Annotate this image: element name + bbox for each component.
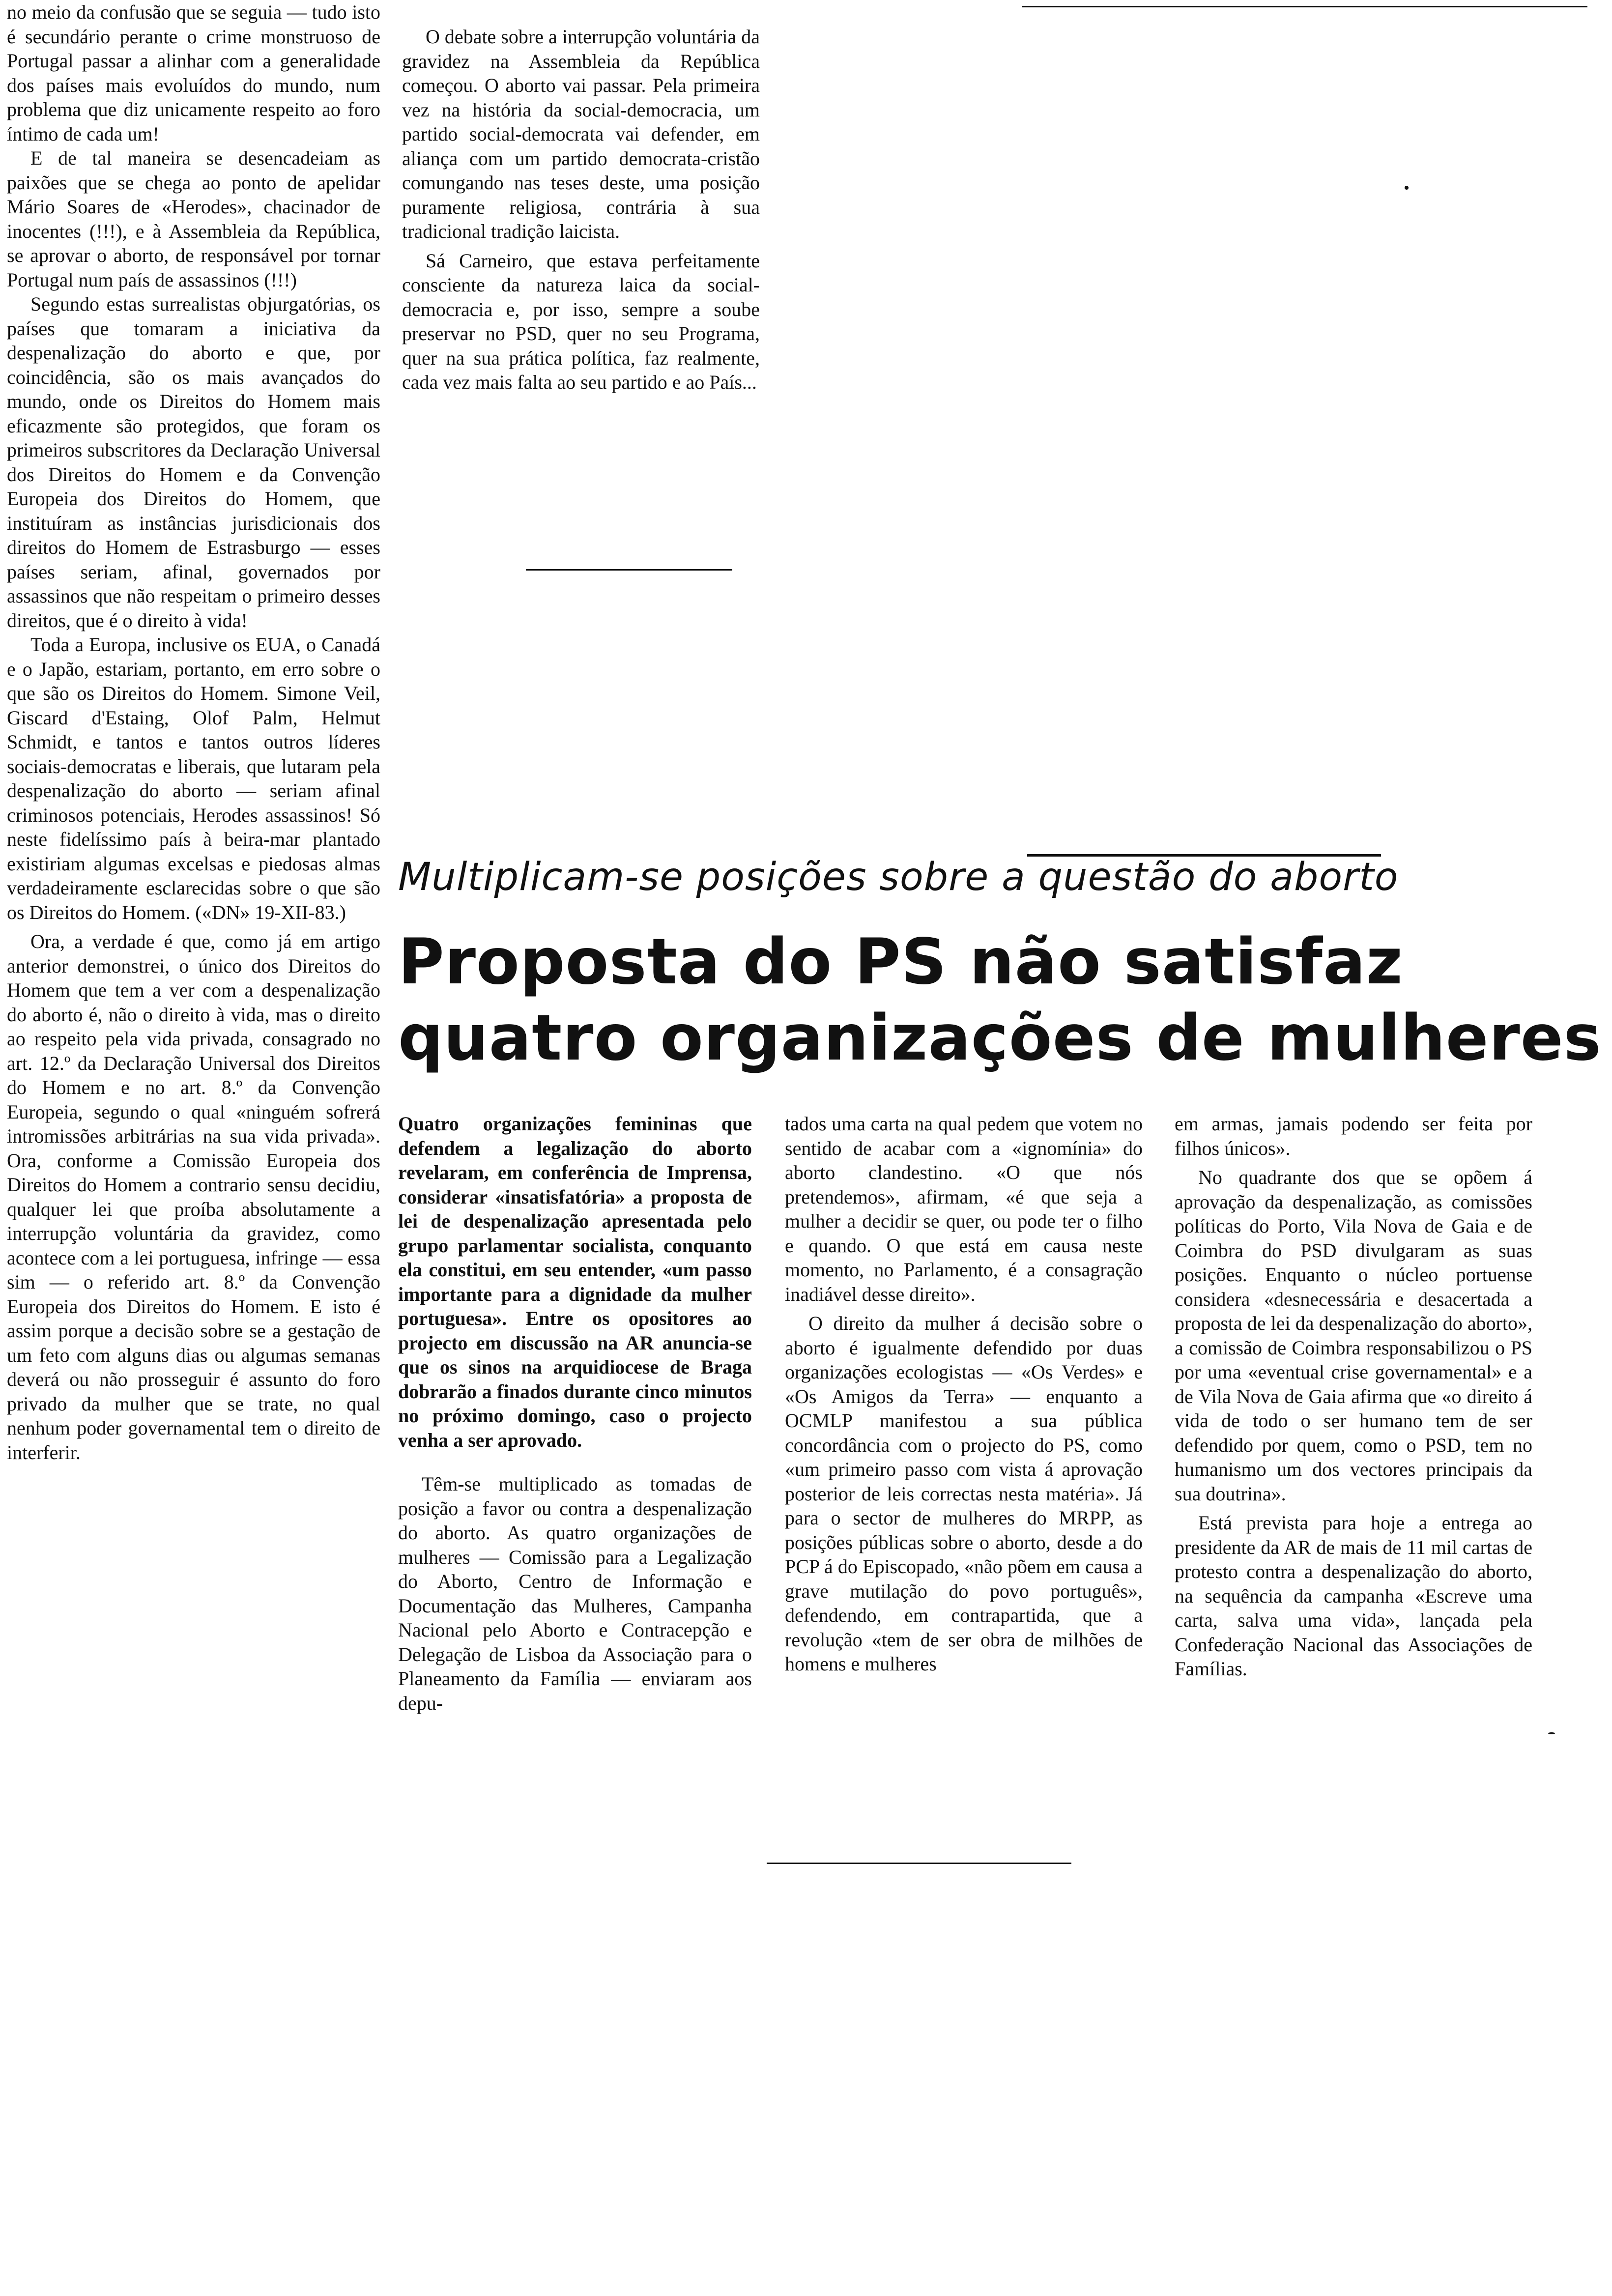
article-column-3: [1175, 1112, 1532, 1681]
opinion-paragraph: Segundo estas surrealistas objurgatórias, os países que tomaram a iniciativa da despenalização do aborto e que, por coincidência, são os mais avançados do mundo, onde os Direitos do Homem mais eficazmente são protegidos, que foram os primeiros subscritores da Declaração Universal dos Direitos do Homem e da Convenção Europeia dos Direitos do Homem, que instituíram as instâncias jurisdicionais dos direitos do Homem de Estrasburgo — esses países seriam, afinal, governados por assassinos que não respeitam o primeiro desses direitos, que é o direito à vida!: [7, 293, 380, 631]
opinion-column-left: [7, 0, 380, 1464]
headline-line-1: Proposta do PS não satisfaz: [398, 925, 1403, 999]
article-end-rule: [767, 1863, 1071, 1864]
article-paragraph: em armas, jamais podendo ser feita por filhos únicos».: [1175, 1113, 1532, 1159]
article-kicker: Multiplicam-se posições sobre a questão do aborto: [398, 855, 1399, 899]
article-headline: [398, 924, 1602, 1076]
opinion-paragraph: Toda a Europa, inclusive os EUA, o Canadá e o Japão, estariam, portanto, em erro sobre o que são os Direitos do Homem. Simone Veil, Giscard d'Estaing, Olof Palm, Helmut Schmidt, e tantos e tantos outros líderes sociais-democratas e liberais, que lutaram pela despenalização do aborto — seriam afinal criminosos potenciais, Herodes assassinos! Só neste fidelíssimo país à beira-mar plantado existiriam algumas excelsas e piedosas almas verdadeiramente esclarecidas sobre o que são os Direitos do Homem. («DN» 19-XII-83.): [7, 633, 380, 923]
speck: [1405, 186, 1409, 190]
headline-line-2: quatro organizações de mulheres: [398, 1002, 1602, 1075]
article-paragraph: Está prevista para hoje a entrega ao presidente da AR de mais de 11 mil cartas de protesto contra a despenalização do aborto, na sequência da campanha «Escreve uma carta, salva uma vida», lançada pela Confederação Nacional das Associações de Famílias.: [1175, 1512, 1532, 1680]
article-paragraph: O direito da mulher á decisão sobre o aborto é igualmente defendido por duas organizações ecologistas — «Os Verdes» e «Os Amigos da Terra» — enquanto a OCMLP manifestou a sua pública concordância com o projecto do PS, como «um primeiro passo com vista á aprovação posterior de leis correctas nesta matéria». Já para o sector de mulheres do MRPP, as posições públicas sobre o aborto, desde a do PCP á do Episcopado, «não põem em causa a grave mutilação do povo português», defendendo, em contrapartida, que a revolução «tem de ser obra de milhões de homens e mulheres: [785, 1312, 1143, 1675]
opinion-paragraph: no meio da confusão que se seguia — tudo isto é secundário perante o crime monstruoso de Portugal passar a alinhar com a generalidade dos países mais evoluídos do mundo, num problema que diz unicamente respeito ao foro íntimo de cada um!: [7, 1, 380, 145]
top-right-rule: [1022, 6, 1587, 7]
column-end-rule: [526, 569, 732, 571]
speck: [1548, 1732, 1555, 1734]
article-paragraph: No quadrante dos que se opõem á aprovação da despenalização, as comissões políticas do Porto, Vila Nova de Gaia e de Coimbra do PSD divulgaram as suas posições. Enquanto o núcleo portuense considera «desnecessária e desacertada a proposta de lei da despenalização do aborto», a comissão de Coimbra responsabilizou o PS por uma «eventual crise governamental» e a de Vila Nova de Gaia afirma que «o direito á vida de todo o ser humano tem de ser defendido por quem, como o PSD, tem no humanismo um dos vectores principais da sua doutrina».: [1175, 1166, 1532, 1505]
opinion-paragraph: Sá Carneiro, que estava perfeitamente consciente da natureza laica da social-democracia e, por isso, sempre a soube preservar no PSD, quer no seu Programa, quer na sua prática política, faz realmente, cada vez mais falta ao seu partido e ao País...: [402, 249, 760, 393]
article-column-1: [398, 1112, 752, 1715]
opinion-paragraph: E de tal maneira se desencadeiam as paixões que se chega ao ponto de apelidar Mário Soares de «Herodes», chacinador de inocentes (!!!), e à Assembleia da República, se aprovar o aborto, de responsável por tornar Portugal num país de assassinos (!!!): [7, 147, 380, 291]
article-paragraph: Têm-se multiplicado as tomadas de posição a favor ou contra a despenalização do aborto. As quatro organizações de mulheres — Comissão para a Legalização do Aborto, Centro de Informação e Documentação das Mulheres, Campanha Nacional pelo Aborto e Contracepção e Delegação de Lisboa da Associação para o Planeamento da Família — enviaram aos depu-: [398, 1473, 752, 1714]
article-column-2: [785, 1112, 1143, 1676]
article-lead: Quatro organizações femininas que defendem a legalização do aborto revelaram, em conferência de Imprensa, considerar «insatisfatória» a proposta de lei de despenalização apresentada pelo grupo parlamentar socialista, conquanto ela constitui, em seu entender, «um passo importante para a dignidade da mulher portuguesa». Entre os opositores ao projecto em discussão na AR anuncia-se que os sinos na arquidiocese de Braga dobrarão a finados durante cinco minutos no próximo domingo, caso o projecto venha a ser aprovado.: [398, 1113, 752, 1451]
opinion-paragraph: O debate sobre a interrupção voluntária da gravidez na Assembleia da República começou. O aborto vai passar. Pela primeira vez na história da social-democracia, um partido social-democrata vai defender, em aliança com um partido democrata-cristão comungando nas teses deste, uma posição puramente religiosa, contrária à sua tradicional tradição laicista.: [402, 26, 760, 242]
opinion-paragraph: Ora, a verdade é que, como já em artigo anterior demonstrei, o único dos Direitos do Homem que tem a ver com a despenalização do aborto é, não o direito à vida, mas o direito ao respeito pela vida privada, consagrado no art. 12.º da Declaração Universal dos Direitos do Homem e no art. 8.º da Convenção Europeia, segundo o qual «ninguém sofrerá intromissões arbitrárias na sua vida privada». Ora, conforme a Comissão Europeia dos Direitos do Homem a contrario sensu decidiu, qualquer lei que proíba absolutamente a interrupção voluntária da gravidez, como acontece com a lei portuguesa, infringe — essa sim — o referido art. 8.º da Convenção Europeia dos Direitos do Homem. E isto é assim porque a decisão sobre se a gestação de um feto com alguns dias ou algumas semanas deverá ou não prosseguir é assunto do foro privado da mulher que se trate, no qual nenhum poder governamental tem o direito de interferir.: [7, 930, 380, 1464]
article-paragraph: tados uma carta na qual pedem que votem no sentido de acabar com a «ignomínia» do aborto clandestino. «O que nós pretendemos», afirmam, «é que seja a mulher a decidir se quer, ou pode ter o filho e quando. O que está em causa neste momento, no Parlamento, é a consagração inadiável desse direito».: [785, 1113, 1143, 1305]
opinion-column-top-middle: [402, 25, 760, 395]
